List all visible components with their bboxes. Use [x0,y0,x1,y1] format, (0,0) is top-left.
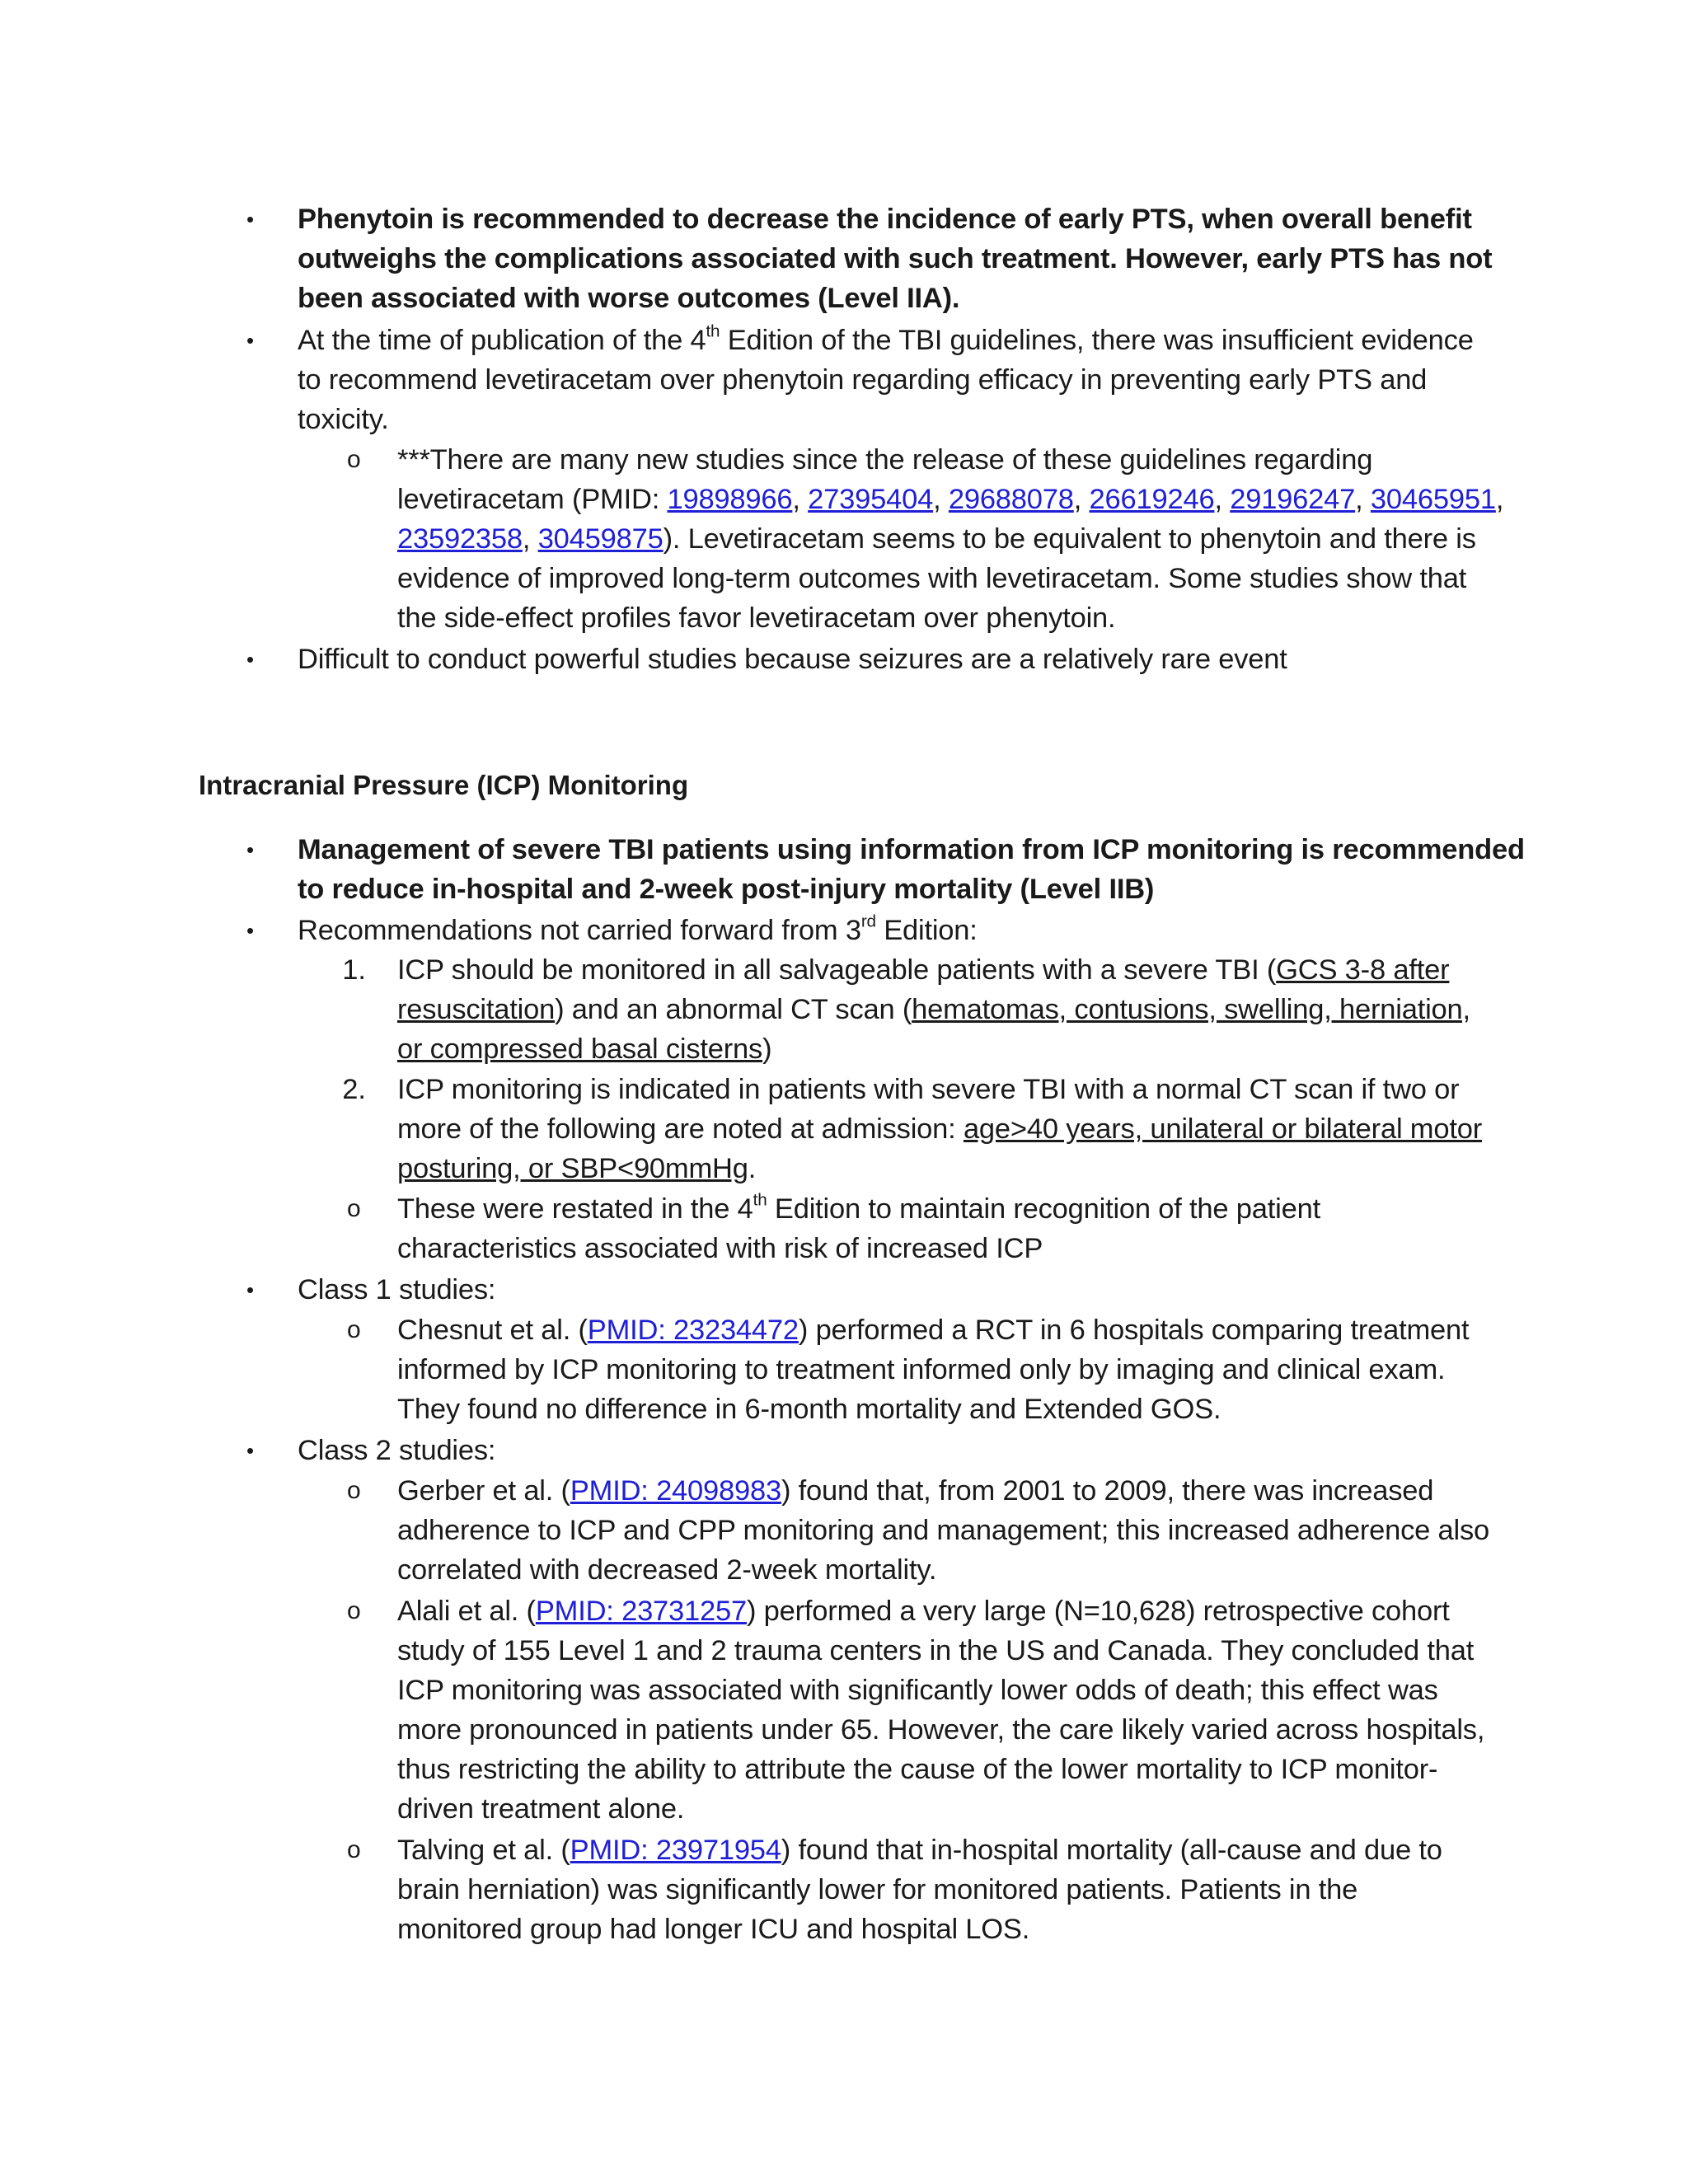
sub-bullet-marker: o [347,446,361,473]
pmid-link[interactable]: 29688078 [948,484,1074,515]
bullet-marker: • [246,918,255,943]
body-text: thus restricting the ability to attribute the cause of the lower mortality to ICP monitor- [397,1754,1438,1785]
body-text: These were restated in the 4th Edition to maintain recognition of the patient [397,1190,1320,1225]
body-text: more pronounced in patients under 65. However, the care likely varied across hospitals, [397,1714,1485,1746]
bullet-marker: • [246,207,255,232]
pmid-link[interactable]: 27395404 [808,484,934,515]
pmid-link[interactable]: PMID: 24098983 [570,1475,781,1507]
list-number: 1. [342,954,366,986]
body-text: Recommendations not carried forward from 3rd Edition: [298,912,978,946]
body-text: driven treatment alone. [397,1793,685,1825]
body-text: Talving et al. (PMID: 23971954) found that in-hospital mortality (all-cause and due to [397,1835,1442,1866]
recommendation-text: Management of severe TBI patients using information from ICP monitoring is recommended [298,834,1525,865]
body-text: At the time of publication of the 4th Edition of the TBI guidelines, there was insufficient evidence [298,321,1474,356]
body-text: 23592358, 30459875). Levetiracetam seems to be equivalent to phenytoin and there is [397,523,1476,555]
pmid-link[interactable]: PMID: 23234472 [587,1315,799,1346]
body-text: brain herniation) was significantly lower for monitored patients. Patients in the [397,1874,1358,1905]
body-text: levetiracetam (PMID: 19898966, 27395404, 29688078, 26619246, 29196247, 30465951, [397,484,1504,515]
body-text: or compressed basal cisterns) [397,1033,772,1065]
recommendation-text: been associated with worse outcomes (Level IIA). [298,283,960,314]
body-text: monitored group had longer ICU and hospital LOS. [397,1914,1030,1945]
sub-bullet-marker: o [347,1597,361,1624]
bullet-marker: • [246,837,255,862]
pmid-link[interactable]: 26619246 [1089,484,1215,515]
bullet-marker: • [246,1438,255,1463]
body-text: ***There are many new studies since the release of these guidelines regarding [397,444,1373,476]
body-text: evidence of improved long-term outcomes with levetiracetam. Some studies show that [397,563,1467,594]
pmid-link[interactable]: 19898966 [667,484,793,515]
body-text: adherence to ICP and CPP monitoring and management; this increased adherence also [397,1515,1490,1546]
list-number: 2. [342,1074,366,1105]
section-heading: Intracranial Pressure (ICP) Monitoring [199,770,689,800]
body-text: to recommend levetiracetam over phenytoin regarding efficacy in preventing early PTS and [298,364,1428,396]
body-text: Gerber et al. (PMID: 24098983) found that, from 2001 to 2009, there was increased [397,1475,1434,1507]
recommendation-text: Phenytoin is recommended to decrease the incidence of early PTS, when overall benefit [298,204,1472,235]
body-text: posturing, or SBP<90mmHg. [397,1153,757,1184]
body-text: study of 155 Level 1 and 2 trauma centers in the US and Canada. They concluded that [397,1635,1475,1666]
body-text: the side-effect profiles favor levetiracetam over phenytoin. [397,602,1116,634]
pmid-link[interactable]: PMID: 23731257 [535,1596,747,1627]
sub-bullet-marker: o [347,1316,361,1343]
pmid-link[interactable]: 30465951 [1370,484,1496,515]
body-text: ICP should be monitored in all salvageable patients with a severe TBI (GCS 3-8 after [397,954,1450,986]
body-text: characteristics associated with risk of increased ICP [397,1233,1043,1264]
sub-bullet-marker: o [347,1477,361,1504]
pmid-link[interactable]: 30459875 [537,523,663,555]
body-text: more of the following are noted at admission: age>40 years, unilateral or bilateral motor [397,1113,1482,1145]
bullet-marker: • [246,328,255,353]
class-label: Class 1 studies: [298,1274,496,1305]
sub-bullet-marker: o [347,1195,361,1222]
pmid-link[interactable]: PMID: 23971954 [570,1835,781,1866]
sub-bullet-marker: o [347,1836,361,1863]
recommendation-text: outweighs the complications associated with such treatment. However, early PTS has not [298,243,1493,274]
class-label: Class 2 studies: [298,1435,496,1466]
body-text: correlated with decreased 2-week mortality. [397,1554,937,1586]
body-text: Difficult to conduct powerful studies because seizures are a relatively rare event [298,644,1287,675]
body-text: They found no difference in 6-month mortality and Extended GOS. [397,1394,1221,1425]
pmid-link[interactable]: 29196247 [1230,484,1356,515]
body-text: informed by ICP monitoring to treatment informed only by imaging and clinical exam. [397,1354,1446,1385]
body-text: ICP monitoring was associated with significantly lower odds of death; this effect was [397,1675,1438,1706]
body-text: toxicity. [298,404,389,435]
body-text: Alali et al. (PMID: 23731257) performed a very large (N=10,628) retrospective cohort [397,1596,1450,1627]
body-text: resuscitation) and an abnormal CT scan (hematomas, contusions, swelling, herniation, [397,994,1470,1025]
body-text: Chesnut et al. (PMID: 23234472) performed a RCT in 6 hospitals comparing treatment [397,1315,1470,1346]
bullet-marker: • [246,647,255,672]
recommendation-text: to reduce in-hospital and 2-week post-injury mortality (Level IIB) [298,874,1155,905]
pmid-link[interactable]: 23592358 [397,523,523,555]
body-text: ICP monitoring is indicated in patients with severe TBI with a normal CT scan if two or [397,1074,1460,1105]
bullet-marker: • [246,1277,255,1302]
